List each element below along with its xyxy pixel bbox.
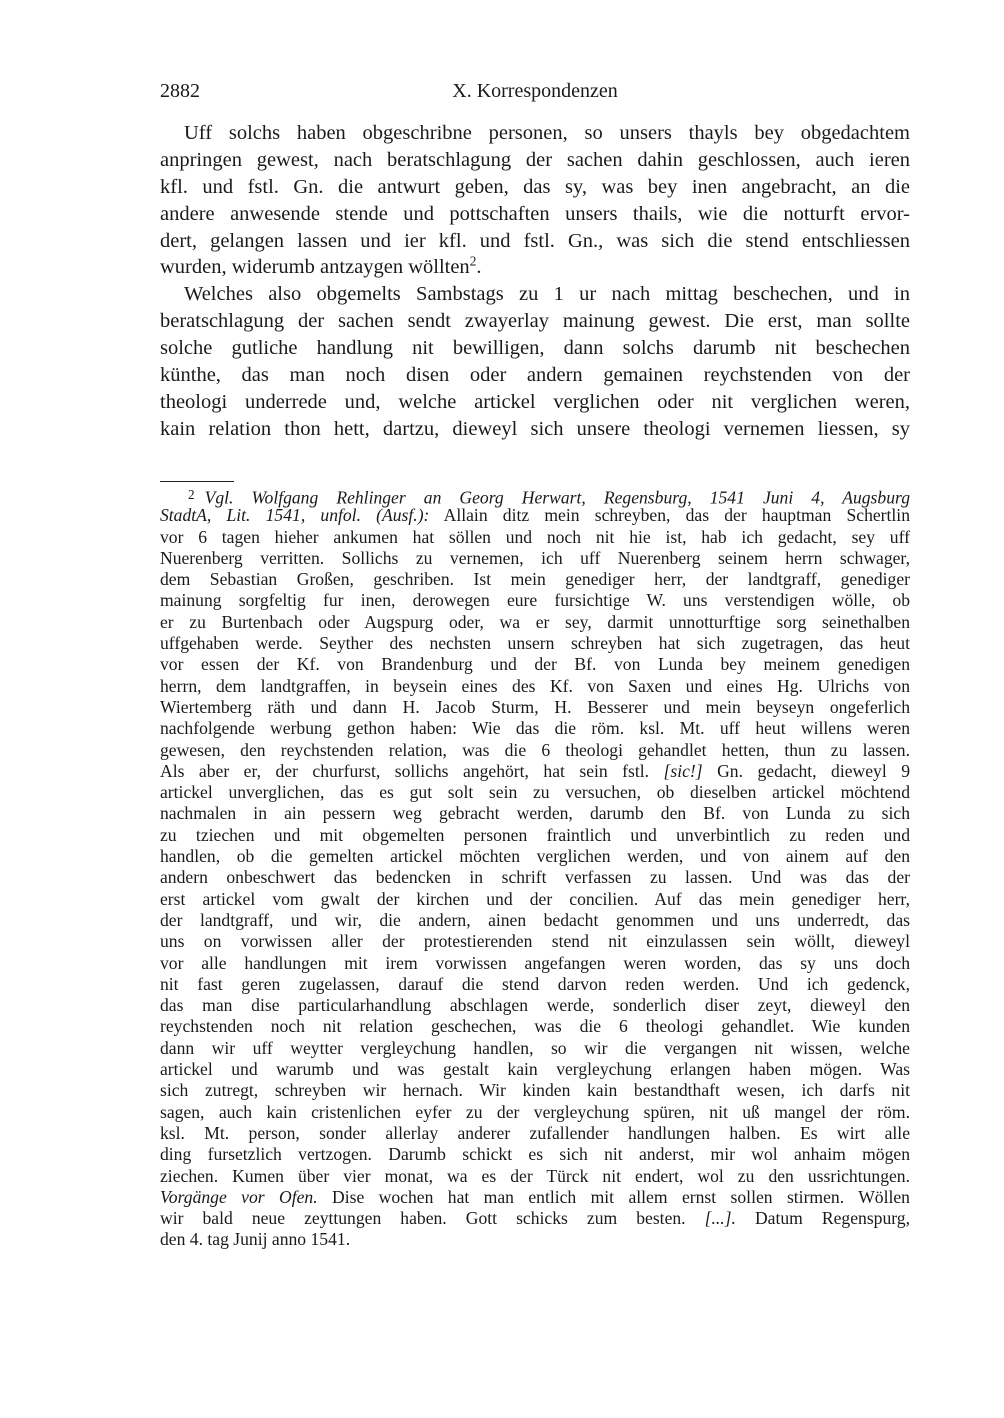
- body-text-line: [160, 120, 910, 147]
- text-run: anpringen gewest, nach beratschlagung der sachen dahin geschlossen, auch ieren: [160, 148, 910, 171]
- footnote-line: [160, 740, 910, 761]
- text-run: ziechen. Kumen über vier monat, wa es der Türck nit endert, wol zu den ussrichtungen.: [160, 1165, 910, 1186]
- text-run: ksl. Mt. person, sonder allerlay anderer zufallender handlungen halben. Es wirt alle: [160, 1122, 910, 1143]
- footnote-line: [160, 803, 910, 824]
- footnote-number: 2: [188, 487, 195, 502]
- footnote-line: [160, 1016, 910, 1037]
- italic-text: [sic!]: [663, 760, 703, 781]
- footnote-line: [160, 867, 910, 888]
- italic-text: StadtA, Lit. 1541, unfol. (Ausf.):: [160, 505, 430, 526]
- body-text-line: [160, 335, 910, 362]
- body-text-line: [160, 362, 910, 389]
- text-run: andern onbeschwert das bedencken in schrift verfassen zu lassen. Und was das der: [160, 867, 910, 888]
- body-text-line: [160, 254, 910, 281]
- footnote-line: [160, 676, 910, 697]
- text-run: mainung sorgfeltig fur inen, derowegen eure fursichtige W. uns verstendigen wölle, ob: [160, 590, 910, 611]
- footnote-line: [160, 1038, 910, 1059]
- footnote-line: [160, 1166, 910, 1187]
- footnote-line: [160, 825, 910, 846]
- text-run: der landtgraff, und wir, die andern, ainen bedacht genommen und uns underredt, das: [160, 909, 910, 930]
- footnote-line: [160, 527, 910, 548]
- text-run: Uff solchs haben obgeschribne personen, so unsers thayls bey obgedachtem: [184, 122, 910, 144]
- text-run: vor alle handlungen mit irem vorwissen angefangen weren worden, das sy uns doch: [160, 952, 910, 973]
- text-run: andere anwesende stende und pottschaften unsers thails, wie die notturft ervor-: [160, 202, 910, 225]
- body-text-line: [160, 174, 910, 201]
- footnote-line: [160, 718, 910, 739]
- text-run: künthe, das man noch disen oder andern gemainen reychstenden von der: [160, 364, 910, 387]
- footnote-line: [160, 974, 910, 995]
- text-run: handlen, ob die gemelten artickel möchten verglichen werden, und von ainem auf den: [160, 846, 910, 867]
- text-run: erst artickel vom gwalt der kirchen und der concilien. Auf das mein genediger herr,: [160, 888, 910, 909]
- text-run: dert, gelangen lassen und ier kfl. und fstl. Gn., was sich die stend entschliessen: [160, 229, 910, 252]
- footnote-line: [160, 953, 910, 974]
- footnote-line: [160, 1144, 910, 1165]
- body-text-line: [160, 147, 910, 174]
- text-run: Dise wochen hat man entlich mit allem ernst sollen stirmen. Wöllen: [317, 1186, 910, 1207]
- text-run: nit fast geren zugelassen, darauf die stend darvon reden werden. Und ich gedenck,: [160, 973, 910, 994]
- text-run: dem Sebastian Großen, geschriben. Ist mein genediger herr, der landtgraff, genediger: [160, 569, 910, 590]
- text-run: sich zutregt, schreyben wir hernach. Wir kinden kain bestandthaft wesen, ich darfs nit: [160, 1080, 910, 1101]
- text-run: solche gutliche handlung nit bewilligen, dann solchs darumb nit beschechen: [160, 337, 910, 360]
- body-text-line: [160, 389, 910, 416]
- text-run: herrn, dem landtgraffen, in beysein eines des Kf. von Saxen und eines Hg. Ulrichs von: [160, 675, 910, 696]
- footnote-line: [160, 633, 910, 654]
- text-run: .: [476, 256, 482, 279]
- footnote-line: [160, 995, 910, 1016]
- footnote-line: [160, 1102, 910, 1123]
- text-run: beratschlagung der sachen sendt zwayerlay mainung gewest. Die erst, man sollte: [160, 310, 910, 333]
- footnote-line: [160, 484, 910, 508]
- footnote-line: [160, 1123, 910, 1144]
- running-title: X. Korrespondenzen: [452, 80, 618, 102]
- body-text-line: [160, 308, 910, 335]
- italic-text: Vgl. Wolfgang Rehlinger an Georg Herwart, Regensburg, 1541 Juni 4, Augsburg: [204, 487, 910, 508]
- footnote-line: [160, 1187, 910, 1208]
- footnote-line: [160, 612, 910, 633]
- text-run: dann wir uff weytter vergleychung handlen, so wir die vergangen nit wissen, welche: [160, 1037, 910, 1058]
- text-run: den 4. tag Junij anno 1541.: [160, 1229, 351, 1250]
- text-run: wir bald neue zeyttungen haben. Gott schicks zum besten.: [160, 1208, 705, 1229]
- footnote-separator: [160, 481, 234, 482]
- footnote-line: [160, 548, 910, 569]
- text-run: Welches also obgemelts Sambstags zu 1 ur nach mittag beschechen, und in: [184, 283, 910, 306]
- body-text-line: [160, 416, 910, 443]
- text-run: kfl. und fstl. Gn. die antwurt geben, das sy, was bey inen angebracht, an die: [160, 175, 910, 198]
- text-run: kain relation thon hett, dartzu, dieweyl sich unsere theologi vernemen liessen, sy: [160, 417, 910, 440]
- footnote-line: [160, 654, 910, 675]
- text-run: Datum Regenspurg,: [735, 1208, 910, 1229]
- text-run: Nuerenberg verritten. Sollichs zu vernemen, ich uff Nuerenberg seinem herrn schwager,: [160, 547, 910, 568]
- text-run: das man dise particularhandlung abschlagen werde, sonderlich diser zeyt, dieweyl den: [160, 995, 910, 1016]
- italic-text: Vorgänge vor Ofen.: [160, 1186, 318, 1207]
- text-run: ding fursetzlich vertzogen. Darumb schickt es sich nit anderst, mir wol anhaim mögen: [160, 1144, 910, 1165]
- main-text: [160, 120, 910, 443]
- text-run: nachfolgende werbung gethon haben: Wie das die röm. ksl. Mt. uff heut willens weren: [160, 718, 910, 739]
- footnote-line: [160, 1208, 910, 1229]
- text-run: theologi underrede und, welche artickel verglichen oder nit verglichen weren,: [160, 390, 910, 413]
- text-run: vor essen der Kf. von Brandenburg und der Bf. von Lunda bey meinem genedigen: [160, 654, 910, 675]
- body-text-line: [160, 228, 910, 255]
- text-run: sagen, auch kain cristenlichen eyfer zu der vergleychung spüren, nit uß mangel der röm.: [160, 1101, 910, 1122]
- footnote-line: [160, 782, 910, 803]
- text-run: Wiertemberg räth und dann H. Jacob Sturm, H. Besserer und mein beyseyn ongeferlich: [160, 696, 910, 717]
- text-run: gewesen, den reychstenden relation, was die 6 theologi gehandlet hetten, thun zu lassen.: [160, 739, 910, 760]
- text-run: uns on vorwissen aller der protestierenden stend nit einzulassen sein wöllt, dieweyl: [160, 931, 910, 952]
- footnotes: [160, 484, 910, 1251]
- footnote-line: [160, 910, 910, 931]
- text-run: er zu Burtenbach oder Augspurg oder, wa er sey, darmit unnotturftige sorg seinethalben: [160, 611, 910, 632]
- footnote-line: [160, 590, 910, 611]
- page-number: 2882: [160, 80, 200, 102]
- text-run: artickel und warumb und was gestalt kain vergleychung erlangen haben mögen. Was: [160, 1059, 910, 1080]
- footnote-line: [160, 1059, 910, 1080]
- footnote-line: [160, 569, 910, 590]
- text-run: Als aber er, der churfurst, sollichs angehört, hat sein fstl.: [160, 760, 664, 781]
- text-run: nachmalen in ain pessern weg gebracht werden, darumb den Bf. von Lunda zu sich: [160, 803, 910, 824]
- footnote-line: [160, 761, 910, 782]
- footnote-reference: 2: [469, 254, 477, 270]
- footnote-line: [160, 931, 910, 952]
- footnote-line: [160, 1080, 910, 1101]
- italic-text: [...].: [704, 1208, 736, 1229]
- footnote-line: [160, 846, 910, 867]
- text-run: vor 6 tagen hieher ankumen hat söllen und noch nit hie ist, hab ich gedacht, sey uff: [160, 526, 910, 547]
- page-header: [160, 80, 910, 106]
- footnote-line: [160, 697, 910, 718]
- text-run: wurden, widerumb antzaygen wöllten: [160, 256, 470, 279]
- footnote-line: [160, 505, 910, 526]
- text-run: Gn. gedacht, dieweyl 9: [702, 760, 910, 781]
- text-run: zu tziechen und mit obgemelten personen fraintlich und unverbintlich zu reden und: [160, 824, 910, 845]
- footnote-line: [160, 889, 910, 910]
- footnote-line: [160, 1229, 910, 1250]
- text-run: Allain ditz mein schreyben, das der hauptman Schertlin: [429, 505, 910, 526]
- text-run: artickel unverglichen, das es gut solt sein zu versuchen, ob dieselben artickel möchtend: [160, 782, 910, 803]
- body-text-line: [160, 281, 910, 308]
- text-run: uffgehaben werde. Seyther des nechsten unsern schreyben hat sich zugetragen, das heut: [160, 633, 910, 654]
- body-text-line: [160, 201, 910, 228]
- text-run: reychstenden noch nit relation geschechen, was die 6 theologi gehandlet. Wie kunden: [160, 1016, 910, 1037]
